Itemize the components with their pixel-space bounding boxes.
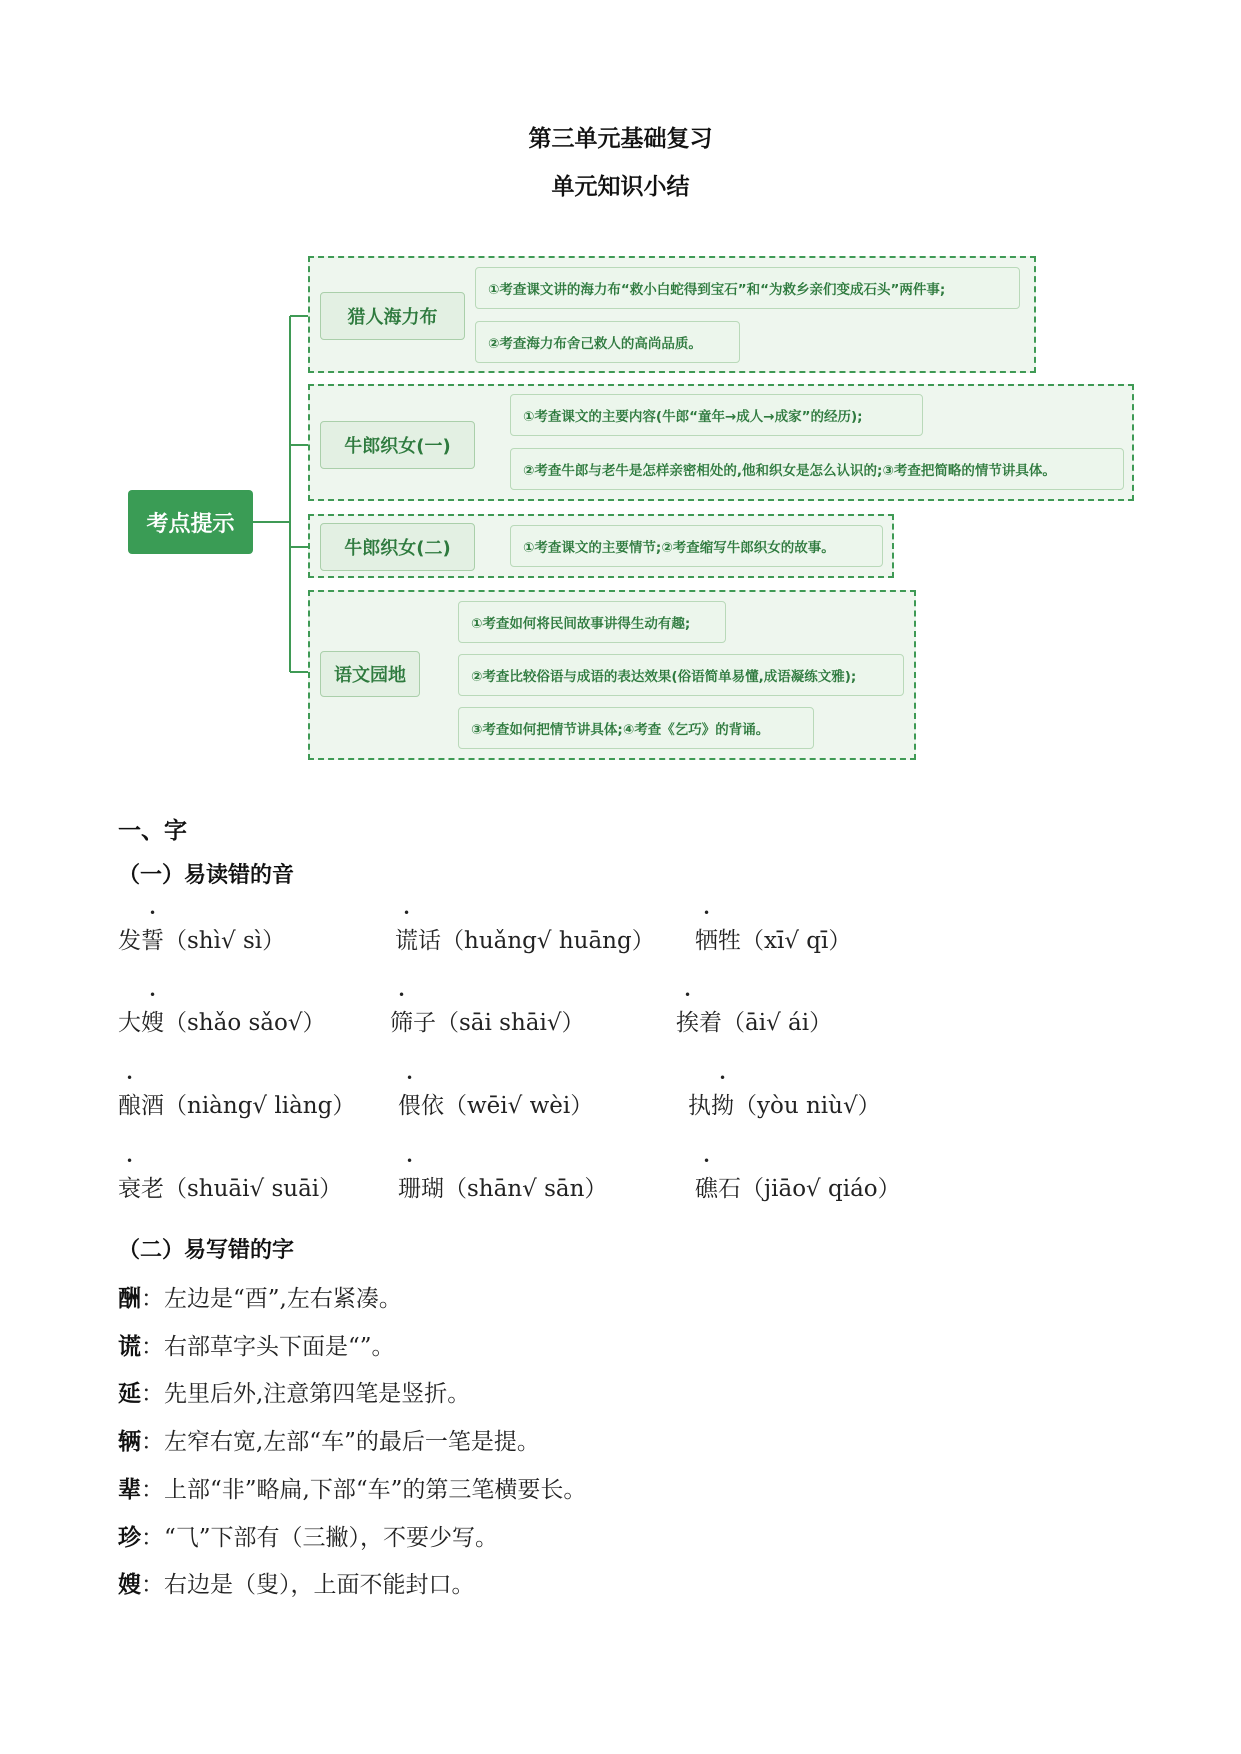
pinyin-item: 发誓（shì√ sì） [118, 928, 286, 954]
rule-line: 酬：左边是“酉”,左右紧凑。 [118, 1286, 402, 1312]
pinyin-item: 珊瑚（shān√ sān） [398, 1176, 608, 1202]
subsection-heading-2: （二）易写错的字 [118, 1238, 295, 1263]
topic-hailibu: 猎人海力布 [320, 292, 465, 340]
pinyin-item: 衰老（shuāi√ suāi） [118, 1176, 343, 1202]
pinyin-item: 挨着（āi√ ái） [676, 1010, 833, 1036]
pinyin-item: 谎话（huǎng√ huāng） [395, 928, 655, 954]
pinyin-item: 酿酒（niàng√ liàng） [118, 1093, 356, 1119]
page-subtitle: 单元知识小结 [551, 174, 690, 200]
leaf-4-2: ②考查比较俗语与成语的表达效果(俗语简单易懂,成语凝练文雅); [458, 654, 904, 696]
topic-niulang-1: 牛郎织女(一) [320, 421, 475, 469]
rule-line: 嫂：右边是（叟），上面不能封口。 [118, 1572, 475, 1598]
leaf-2-2: ②考查牛郎与老牛是怎样亲密相处的,他和织女是怎么认识的;③考查把简略的情节讲具体。 [510, 448, 1124, 490]
pinyin-item: 礁石（jiāo√ qiáo） [695, 1176, 901, 1202]
topic-niulang-2: 牛郎织女(二) [320, 523, 475, 571]
pinyin-item: 执拗（yòu niù√） [688, 1093, 881, 1119]
rule-line: 辈：上部“非”略扁,下部“车”的第三笔横要长。 [118, 1477, 587, 1503]
leaf-4-1: ①考查如何将民间故事讲得生动有趣; [458, 601, 726, 643]
pinyin-item: 偎依（wēi√ wèi） [398, 1093, 594, 1119]
pinyin-item: 筛子（sāi shāi√） [390, 1010, 585, 1036]
mind-map [0, 0, 1241, 800]
mind-map-root: 考点提示 [128, 490, 253, 554]
leaf-1-1: ①考查课文讲的海力布“救小白蛇得到宝石”和“为救乡亲们变成石头”两件事; [475, 267, 1020, 309]
pinyin-item: 大嫂（shǎo sǎo√） [118, 1010, 326, 1036]
leaf-2-1: ①考查课文的主要内容(牛郎“童年→成人→成家”的经历); [510, 394, 923, 436]
subsection-heading-1: （一）易读错的音 [118, 863, 295, 888]
leaf-3-1: ①考查课文的主要情节;②考查缩写牛郎织女的故事。 [510, 525, 883, 567]
section-heading: 一、字 [118, 818, 187, 844]
rule-line: 珍：“⺄”下部有（三撇），不要少写。 [118, 1525, 499, 1551]
leaf-1-2: ②考查海力布舍己救人的高尚品质。 [475, 321, 740, 363]
rule-line: 谎：右部草字头下面是“”。 [118, 1334, 395, 1360]
page-title: 第三单元基础复习 [528, 126, 713, 152]
leaf-4-3: ③考查如何把情节讲具体;④考查《乞巧》的背诵。 [458, 707, 814, 749]
pinyin-item: 牺牲（xī√ qī） [695, 928, 852, 954]
rule-line: 辆：左窄右宽,左部“车”的最后一笔是提。 [118, 1429, 540, 1455]
rule-line: 延：先里后外,注意第四笔是竖折。 [118, 1381, 471, 1407]
topic-yuwenyuandi: 语文园地 [320, 651, 420, 697]
